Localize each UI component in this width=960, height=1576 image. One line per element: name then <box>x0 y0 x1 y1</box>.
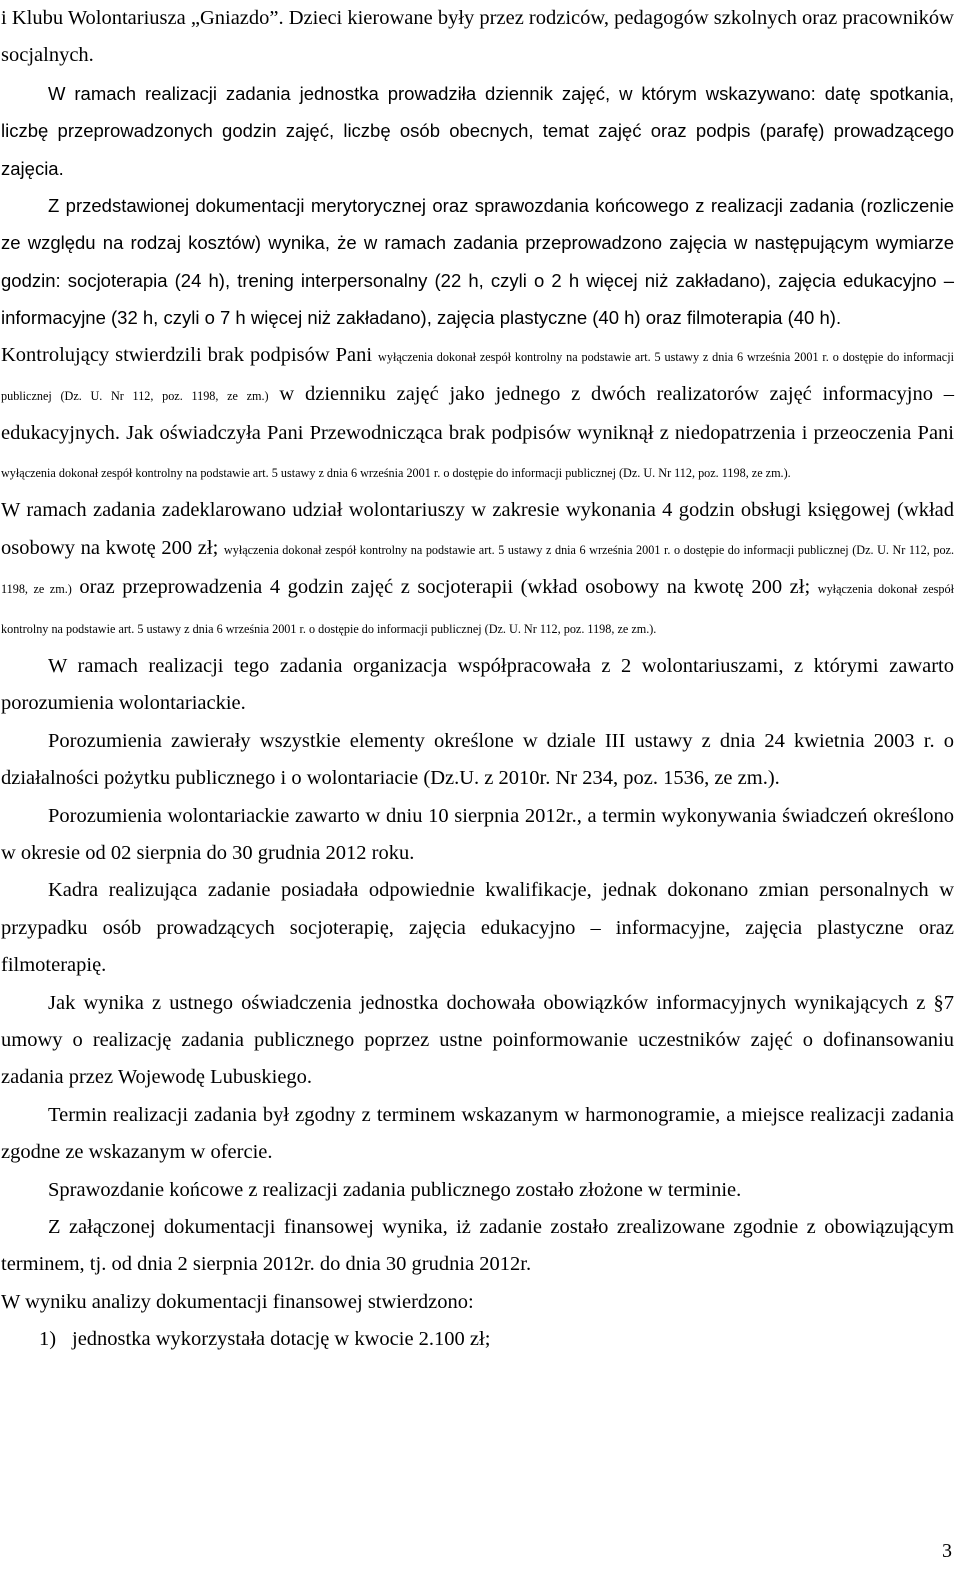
redaction-note: wyłączenia dokonał zespół kontrolny na podstawie art. 5 ustawy z dnia 6 września 2001 r. o dostępie do informacji publicznej (Dz. U. Nr 112, poz. 1198, ze zm.) <box>1 349 954 404</box>
paragraph-6: W ramach realizacji tego zadania organizacja współpracowała z 2 wolontariuszami, z którymi zawarto porozumienia wolontariackie. <box>1 654 954 715</box>
paragraph-5 <box>1 492 954 648</box>
paragraph-4 <box>1 337 954 493</box>
paragraph-3: Z przedstawionej dokumentacji merytorycznej oraz sprawozdania końcowego z realizacji zadania (rozliczenie ze względu na rodzaj kosztów) wynika, że w ramach zadania przeprowadzono zajęcia w następującym wymiarze godzin: socjoterapia (24 h), trening interpersonalny (22 h, czyli o 2 h więcej niż zakładano), zajęcia edukacyjno – informacyjne (32 h, czyli o 7 h więcej niż zakładano), zajęcia plastyczne (40 h) oraz filmoterapia (40 h). <box>1 195 954 329</box>
paragraph-5-text-c: oraz przeprowadzenia 4 godzin zajęć z socjoterapii (wkład osobowy na kwotę 200 zł; <box>79 576 811 599</box>
redaction-note: wyłączenia dokonał zespół kontrolny na podstawie art. 5 ustawy z dnia 6 września 2001 r. o dostępie do informacji publicznej (Dz. U. Nr 112, poz. 1198, ze zm.) <box>1 542 954 597</box>
list-item <box>1 1321 954 1358</box>
redaction-note: wyłączenia dokonał zespół kontrolny na podstawie art. 5 ustawy z dnia 6 września 2001 r. o dostępie do informacji publicznej (Dz. U. Nr 112, poz. 1198, ze zm.). <box>1 465 791 480</box>
paragraph-11: Termin realizacji zadania był zgodny z terminem wskazanym w harmonogramie, a miejsce realizacji zadania zgodne ze wskazanym w ofercie. <box>1 1103 954 1164</box>
paragraph-2: W ramach realizacji zadania jednostka prowadziła dziennik zajęć, w którym wskazywano: datę spotkania, liczbę przeprowadzonych godzin zajęć, liczbę osób obecnych, temat zajęć oraz podpis (parafę) prowadzącego zajęcia. <box>1 82 954 179</box>
paragraph-10: Jak wynika z ustnego oświadczenia jednostka dochowała obowiązków informacyjnych wynikających z §7 umowy o realizację zadania publicznego poprzez ustne poinformowanie uczestników zajęć o dofinansowaniu zadania przez Wojewodę Lubuskiego. <box>1 991 954 1089</box>
paragraph-4-text-c: w dzienniku zajęć jako jednego z dwóch realizatorów zajęć informacyjno – edukacyjnych. Jak oświadczyła Pani Przewodnicząca brak podpisów wyniknął z niedopatrzenia i przeoczenia Pani <box>1 383 954 445</box>
paragraph-9: Kadra realizująca zadanie posiadała odpowiednie kwalifikacje, jednak dokonano zmian personalnych w przypadku osób prowadzących socjoterapię, zajęcia edukacyjno – informacyjne, zajęcia plastyczne oraz filmoterapię. <box>1 879 954 977</box>
list-item-text: jednostka wykorzystała dotację w kwocie 2.100 zł; <box>72 1328 491 1351</box>
paragraph-4-text-a: Kontrolujący stwierdzili brak podpisów Pani <box>1 343 373 366</box>
paragraph-14: W wyniku analizy dokumentacji finansowej stwierdzono: <box>1 1290 474 1313</box>
paragraph-13: Z załączonej dokumentacji finansowej wynika, iż zadanie zostało zrealizowane zgodnie z obowiązującym terminem, tj. od dnia 2 sierpnia 2012r. do dnia 30 grudnia 2012r. <box>1 1216 954 1276</box>
page-number: 3 <box>942 1539 952 1562</box>
list-item-number: 1) <box>39 1328 57 1351</box>
paragraph-12: Sprawozdanie końcowe z realizacji zadania publicznego zostało złożone w terminie. <box>48 1178 742 1201</box>
paragraph-7: Porozumienia zawierały wszystkie elementy określone w dziale III ustawy z dnia 24 kwietnia 2003 r. o działalności pożytku publicznego i o wolontariacie (Dz.U. z 2010r. Nr 234, poz. 1536, ze zm.). <box>1 729 954 790</box>
paragraph-1: i Klubu Wolontariusza „Gniazdo”. Dzieci kierowane były przez rodziców, pedagogów szkolnych oraz pracowników socjalnych. <box>1 7 954 67</box>
redaction-note: wyłączenia dokonał zespół kontrolny na podstawie art. 5 ustawy z dnia 6 września 2001 r. o dostępie do informacji publicznej (Dz. U. Nr 112, poz. 1198, ze zm.). <box>1 582 954 636</box>
paragraph-5-text-a: W ramach zadania zadeklarowano udział wolontariuszy w zakresie wykonania 4 godzin obsługi księgowej (wkład osobowy na kwotę 200 zł; <box>1 499 954 559</box>
paragraph-8: Porozumienia wolontariackie zawarto w dniu 10 sierpnia 2012r., a termin wykonywania świadczeń określono w okresie od 02 sierpnia do 30 grudnia 2012 roku. <box>1 804 954 864</box>
